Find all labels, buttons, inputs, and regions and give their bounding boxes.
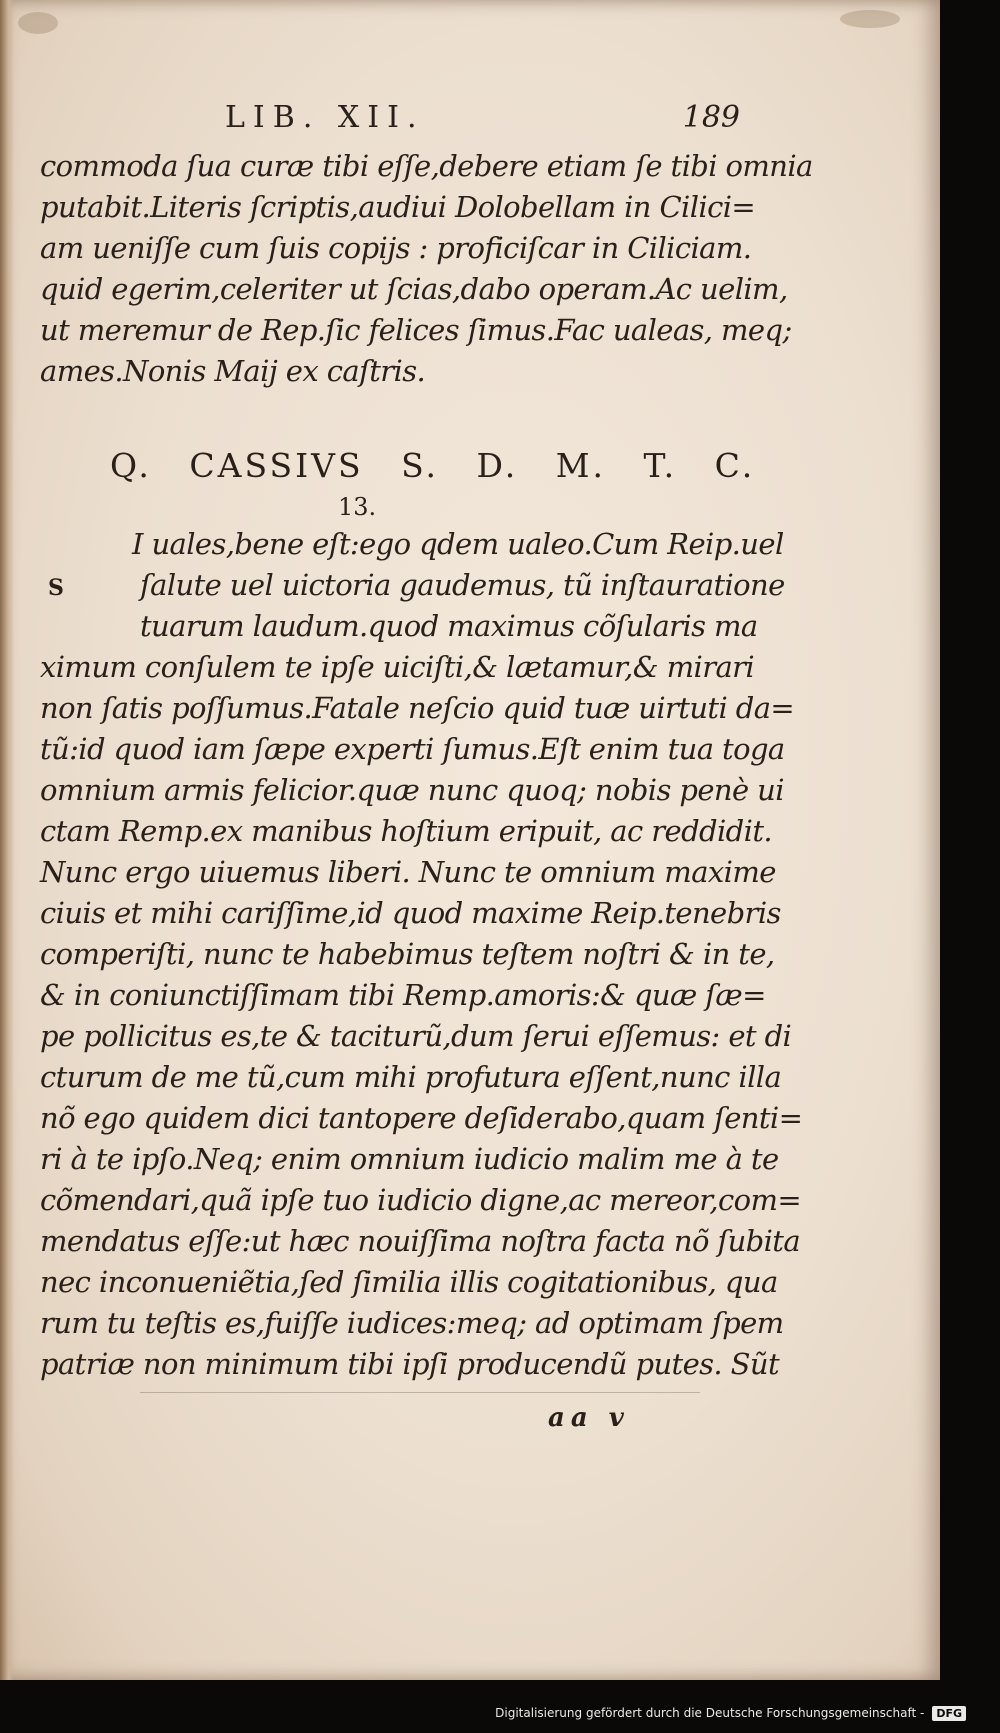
signature-mark: aa v [548,1403,630,1433]
text-line: am ueniſſe cum ſuis copijs : proficiſcar in Ciliciam. [40,231,752,265]
dfg-logo-icon: DFG [932,1706,966,1721]
text-line: ciuis et mihi cariſſime,id quod maxime Reip.tenebris [40,896,781,930]
text-line: rum tu teſtis es,fuiſſe iudices:meq; ad optimam ſpem [40,1306,784,1340]
text-line: comperiſti, nunc te habebimus teſtem noſtri & in te, [40,937,775,971]
text-underline [140,1392,700,1393]
text-line: quid egerim,celeriter ut ſcias,dabo operam.Ac uelim, [40,272,788,306]
text-line: Nunc ergo uiuemus liberi. Nunc te omnium maxime [40,855,776,889]
text-line: ctam Remp.ex manibus hoſtium eripuit, ac reddidit. [40,814,772,848]
text-line: commoda ſua curæ tibi eſſe,debere etiam ſe tibi omnia [40,149,813,183]
letter-number: 13. [338,493,377,521]
text-line: non ſatis poſſumus.Fatale neſcio quid tuæ uirtuti da= [40,691,795,725]
text-line: & in coniunctiſſimam tibi Remp.amoris:& quæ ſæ= [40,978,766,1012]
text-line: omnium armis felicior.quæ nunc quoq; nobis penè ui [40,773,784,807]
page-edge [0,0,14,1680]
text-line: ames.Nonis Maij ex caſtris. [40,354,426,388]
running-header [225,100,740,142]
text-line: pe pollicitus es,te & taciturũ,dum ſerui eſſemus: et di [40,1019,792,1053]
text-line: ximum conſulem te ipſe uiciſti,& lætamur,& mirari [40,650,755,684]
paper-stain [840,10,900,28]
footer-credit: Digitalisierung gefördert durch die Deutsche Forschungsgemeinschaft - [495,1706,925,1720]
text-line: ut meremur de Rep.ſic felices ſimus.Fac ualeas, meq; [40,313,792,347]
text-line: cõmendari,quã ipſe tuo iudicio digne,ac mereor,com= [40,1183,802,1217]
letter-heading: Q. CASSIVS S. D. M. T. C. [110,446,756,485]
text-line: tuarum laudum.quod maximus cõſularis ma [140,609,758,643]
marginal-initial-mark: S [48,575,64,601]
text-line: I uales,bene eſt:ego qdem ualeo.Cum Reip.uel [132,527,784,561]
text-line: mendatus eſſe:ut hæc nouiſſima noſtra facta nõ ſubita [40,1224,801,1258]
text-line: nec inconueniẽtia,ſed ſimilia illis cogitationibus, qua [40,1265,778,1299]
paragraph-1 [40,146,813,392]
digitization-footer [495,1701,966,1725]
page-text [40,100,813,1385]
running-title: LIB. XII. [225,100,425,135]
text-line: putabit.Literis ſcriptis,audiui Dolobellam in Cilici= [40,190,756,224]
text-line: ſalute uel uictoria gaudemus, tũ inſtauratione [140,568,785,602]
text-line: ri à te ipſo.Neq; enim omnium iudicio malim me à te [40,1142,779,1176]
paragraph-2 [40,524,803,1385]
paper-stain [18,12,58,34]
text-line: cturum de me tũ,cum mihi profutura eſſent,nunc illa [40,1060,782,1094]
text-line: patriæ non minimum tibi ipſi producendũ putes. Sũt [40,1347,780,1381]
page-number: 189 [682,100,740,135]
text-line: nõ ego quidem dici tantopere deſiderabo,quam ſenti= [40,1101,803,1135]
text-line: tũ:id quod iam ſæpe experti ſumus.Eſt enim tua toga [40,732,785,766]
